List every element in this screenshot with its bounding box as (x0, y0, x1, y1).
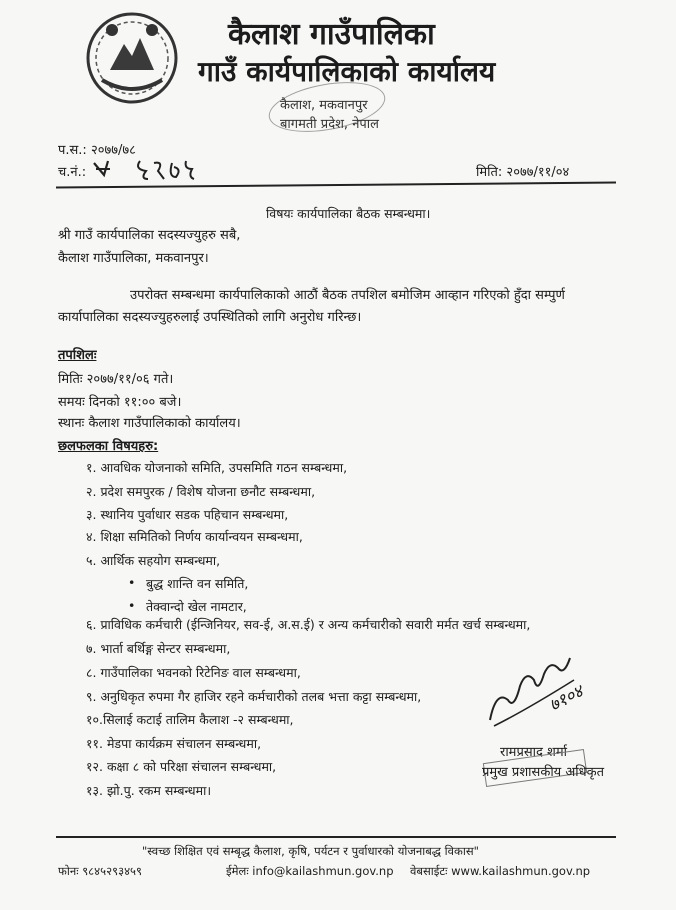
patra-sankhya: प.स.: २०७७/७८ (58, 143, 136, 158)
agenda-heading: छलफलका विषयहरु: (58, 439, 159, 454)
office-title: कैलाश गाउँपालिका (228, 17, 435, 52)
footer-email: ईमेलः info@kailashmun.gov.np (226, 864, 394, 878)
agenda-sub-item-1: • बुद्ध शान्ति वन समिति, (146, 575, 248, 592)
footer-website: वेबसाईटः www.kailashmun.gov.np (410, 864, 591, 878)
nepal-emblem-logo (82, 8, 182, 108)
footer-slogan: "स्वच्छ शिक्षित एवं सम्बृद्ध कैलाश, कृषि, पर्यटन र पुर्वाधारको योजनाबद्ध विकास" (142, 844, 479, 858)
signature-handwritten-number: ७१०४ (546, 681, 587, 716)
chalani-handwritten-number (90, 155, 200, 183)
agenda-sub-item-2: • तेक्वान्दो खेल नामटार, (146, 598, 247, 615)
agenda-item-12: १२. कक्षा ८ को परिक्षा संचालन सम्बन्धमा, (86, 759, 277, 774)
agenda-item-6: ६. प्राविधिक कर्मचारी (ईन्जिनियर, सव-ई, अ.स.ई) र अन्य कर्मचारीको सवारी मर्मत खर्च सम्बन्धमा, (86, 617, 531, 632)
body-line-1: उपरोक्त सम्बन्धमा कार्यपालिकाको आठौं बैठक तपशिल बमोजिम आव्हान गरिएको हुँदा सम्पुर्ण (130, 288, 565, 303)
signatory-title: प्रमुख प्रशासकीय अधिकृत (482, 765, 605, 780)
meeting-date: मितिः २०७७/११/०६ गते। (58, 372, 174, 387)
address-line-1: कैलाश, मकवानपुर (280, 98, 368, 113)
agenda-item-4: ४. शिक्षा समितिको निर्णय कार्यान्वयन सम्बन्धमा, (86, 529, 303, 544)
subject-line: विषयः कार्यपालिका बैठक सम्बन्धमा। (266, 206, 431, 221)
agenda-item-9: ९. अनुधिकृत रुपमा गैर हाजिर रहने कर्मचारीको तलब भत्ता कट्टा सम्बन्धमा, (86, 689, 422, 704)
signatory-name: रामप्रसाद शर्मा (500, 745, 568, 760)
letter-date: मिति: २०७७/११/०४ (476, 165, 570, 180)
recipient-line-2: कैलाश गाउँपालिका, मकवानपुर। (58, 251, 209, 266)
footer-divider (56, 836, 616, 838)
agenda-item-7: ७. भार्ता बर्थिङ्ग सेन्टर सम्बन्धमा, (86, 641, 231, 656)
details-heading: तपशिलः (58, 348, 97, 363)
office-subtitle: गाउँ कार्यपालिकाको कार्यालय (198, 55, 496, 88)
agenda-item-1: १. आवधिक योजनाको समिति, उपसमिति गठन सम्बन्धमा, (86, 460, 348, 475)
agenda-item-11: ११. मेडपा कार्यक्रम संचालन सम्बन्धमा, (86, 736, 262, 751)
chalani-label: च.नं.: (58, 165, 87, 180)
address-line-2: बागमती प्रदेश, नेपाल (280, 117, 379, 132)
body-line-2: कार्यापालिका सदस्यज्युहरुलाई उपस्थितिको लागि अनुरोध गरिन्छ। (58, 310, 362, 325)
agenda-item-3: ३. स्थानिय पुर्वाधार सडक पहिचान सम्बन्धमा, (86, 507, 289, 522)
recipient-line-1: श्री गाउँ कार्यपालिका सदस्यज्युहरु सबै, (58, 228, 241, 243)
meeting-venue: स्थानः कैलाश गाउँपालिकाको कार्यालय। (58, 416, 241, 431)
agenda-item-5: ५. आर्थिक सहयोग सम्बन्धमा, (86, 553, 221, 568)
agenda-item-2: २. प्रदेश समपुरक / विशेष योजना छनौट सम्बन्धमा, (86, 484, 316, 499)
meeting-time: समयः दिनको ११:०० बजे। (58, 395, 182, 410)
agenda-item-8: ८. गाउँपालिका भवनको रिटेनिङ वाल सम्बन्धमा, (86, 665, 301, 680)
agenda-item-13: १३. झो.पु. रकम सम्बन्धमा। (86, 783, 212, 798)
footer-phone: फोनः ९८४५२९३४५९ (58, 864, 143, 878)
agenda-item-10: १०.सिलाई कटाई तालिम कैलाश -२ सम्बन्धमा, (86, 712, 294, 727)
